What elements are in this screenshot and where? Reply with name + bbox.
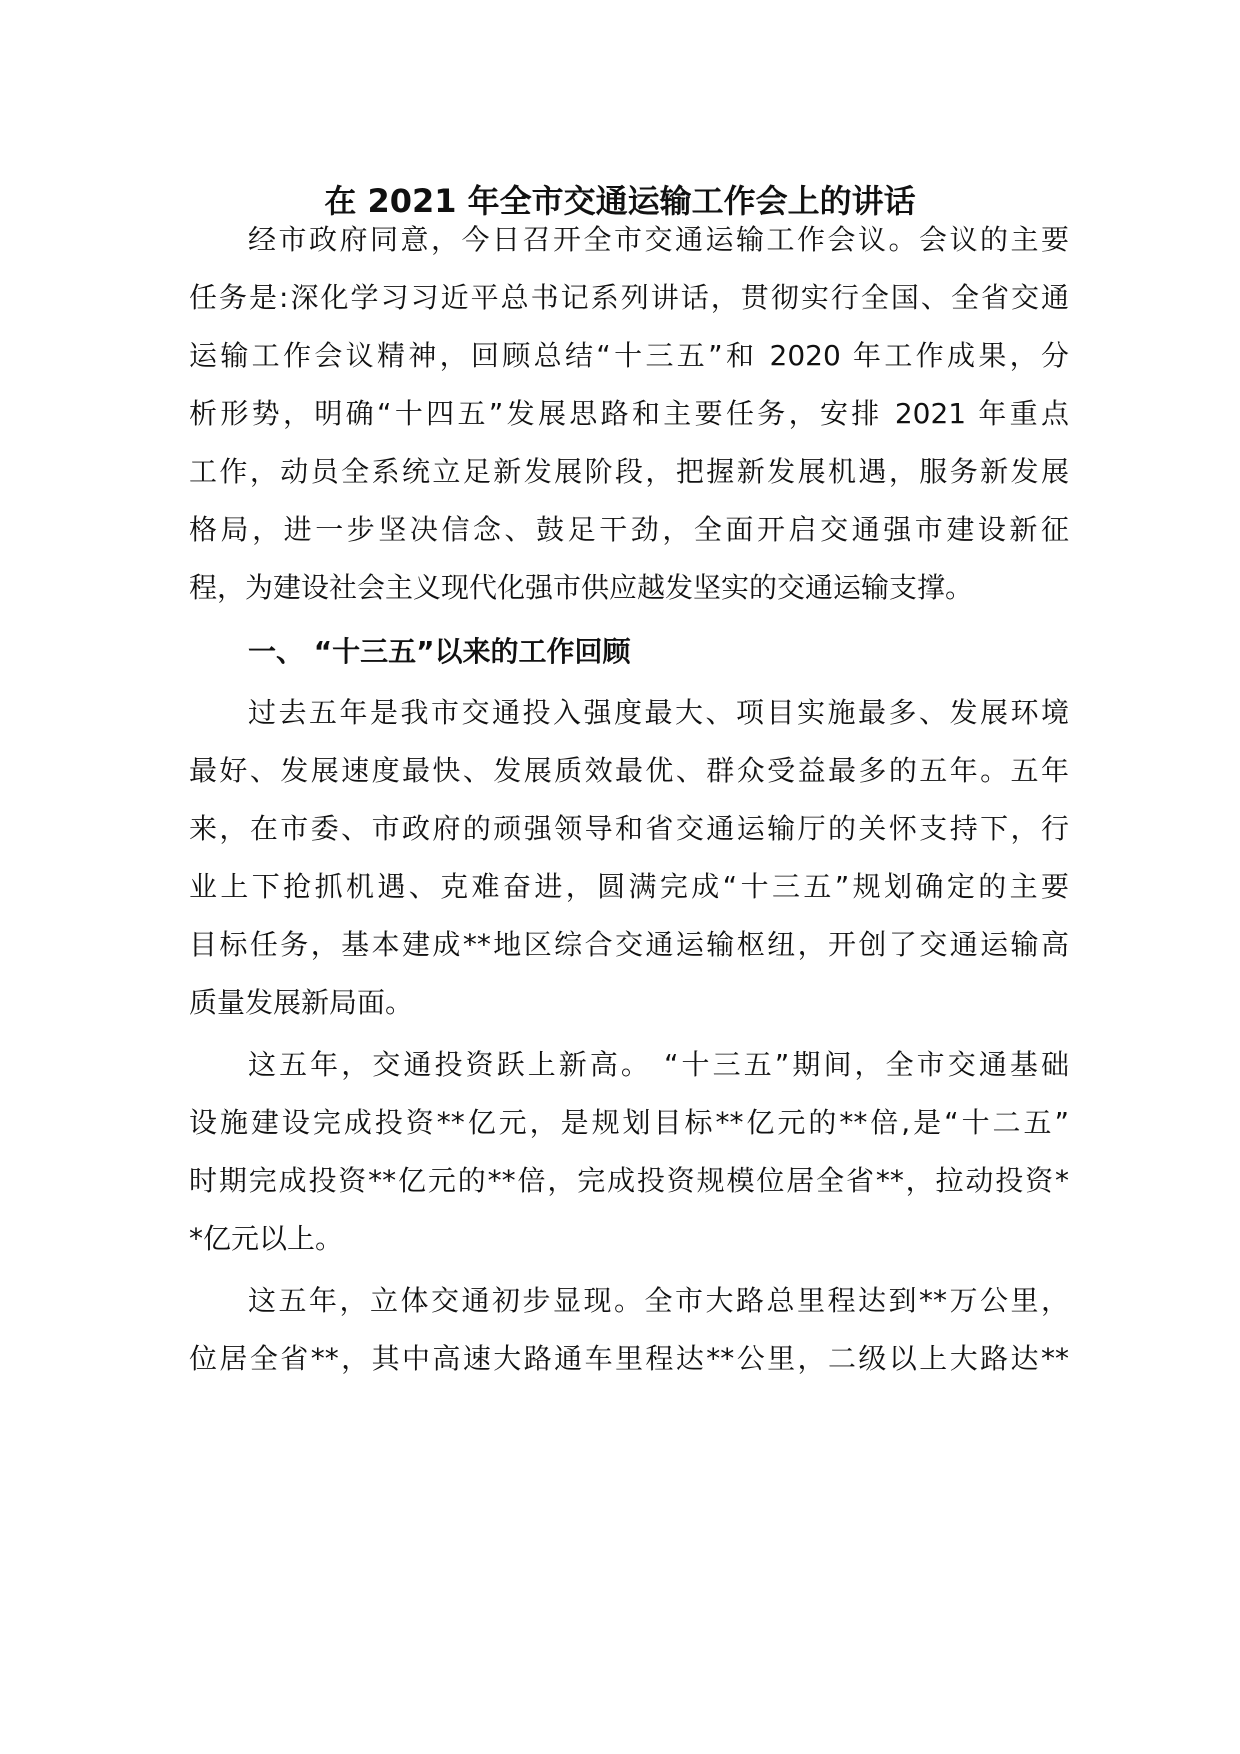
text-line: 质量发展新局面。: [189, 986, 414, 1019]
section-heading: 一、 “十三五”以来的工作回顾: [248, 635, 631, 668]
text-line: 工作，动员全系统立足新发展阶段，把握新发展机遇，服务新发展: [189, 455, 1069, 488]
text-line: *亿元以上。: [189, 1222, 344, 1255]
text-line: 经市政府同意，今日召开全市交通运输工作会议。会议的主要: [248, 223, 1069, 256]
text-line: 这五年，立体交通初步显现。全市大路总里程达到**万公里，: [248, 1284, 1069, 1317]
text-line: 时期完成投资**亿元的**倍，完成投资规模位居全省**，拉动投资*: [189, 1164, 1069, 1197]
text-line: 最好、发展速度最快、发展质效最优、群众受益最多的五年。五年: [189, 754, 1069, 787]
text-line: 业上下抢抓机遇、克难奋进，圆满完成“十三五”规划确定的主要: [189, 870, 1069, 903]
text-line: 运输工作会议精神，回顾总结“十三五”和 2020 年工作成果，分: [189, 339, 1069, 372]
text-line: 过去五年是我市交通投入强度最大、项目实施最多、发展环境: [248, 696, 1069, 729]
text-line: 任务是:深化学习习近平总书记系列讲话，贯彻实行全国、全省交通: [189, 281, 1069, 314]
text-line: 析形势，明确“十四五”发展思路和主要任务，安排 2021 年重点: [189, 397, 1069, 430]
text-line: 程，为建设社会主义现代化强市供应越发坚实的交通运输支撑。: [189, 571, 974, 604]
text-line: 来，在市委、市政府的顽强领导和省交通运输厅的关怀支持下，行: [189, 812, 1069, 845]
text-line: 格局，进一步坚决信念、鼓足干劲，全面开启交通强市建设新征: [189, 513, 1069, 546]
text-line: 这五年，交通投资跃上新高。 “十三五”期间，全市交通基础: [248, 1048, 1069, 1081]
text-line: 设施建设完成投资**亿元，是规划目标**亿元的**倍,是“十二五”: [189, 1106, 1069, 1139]
text-line: 位居全省**，其中高速大路通车里程达**公里，二级以上大路达**: [189, 1342, 1069, 1375]
text-line: 目标任务，基本建成**地区综合交通运输枢纽，开创了交通运输高: [189, 928, 1069, 961]
document-title: 在 2021 年全市交通运输工作会上的讲话: [324, 182, 916, 220]
